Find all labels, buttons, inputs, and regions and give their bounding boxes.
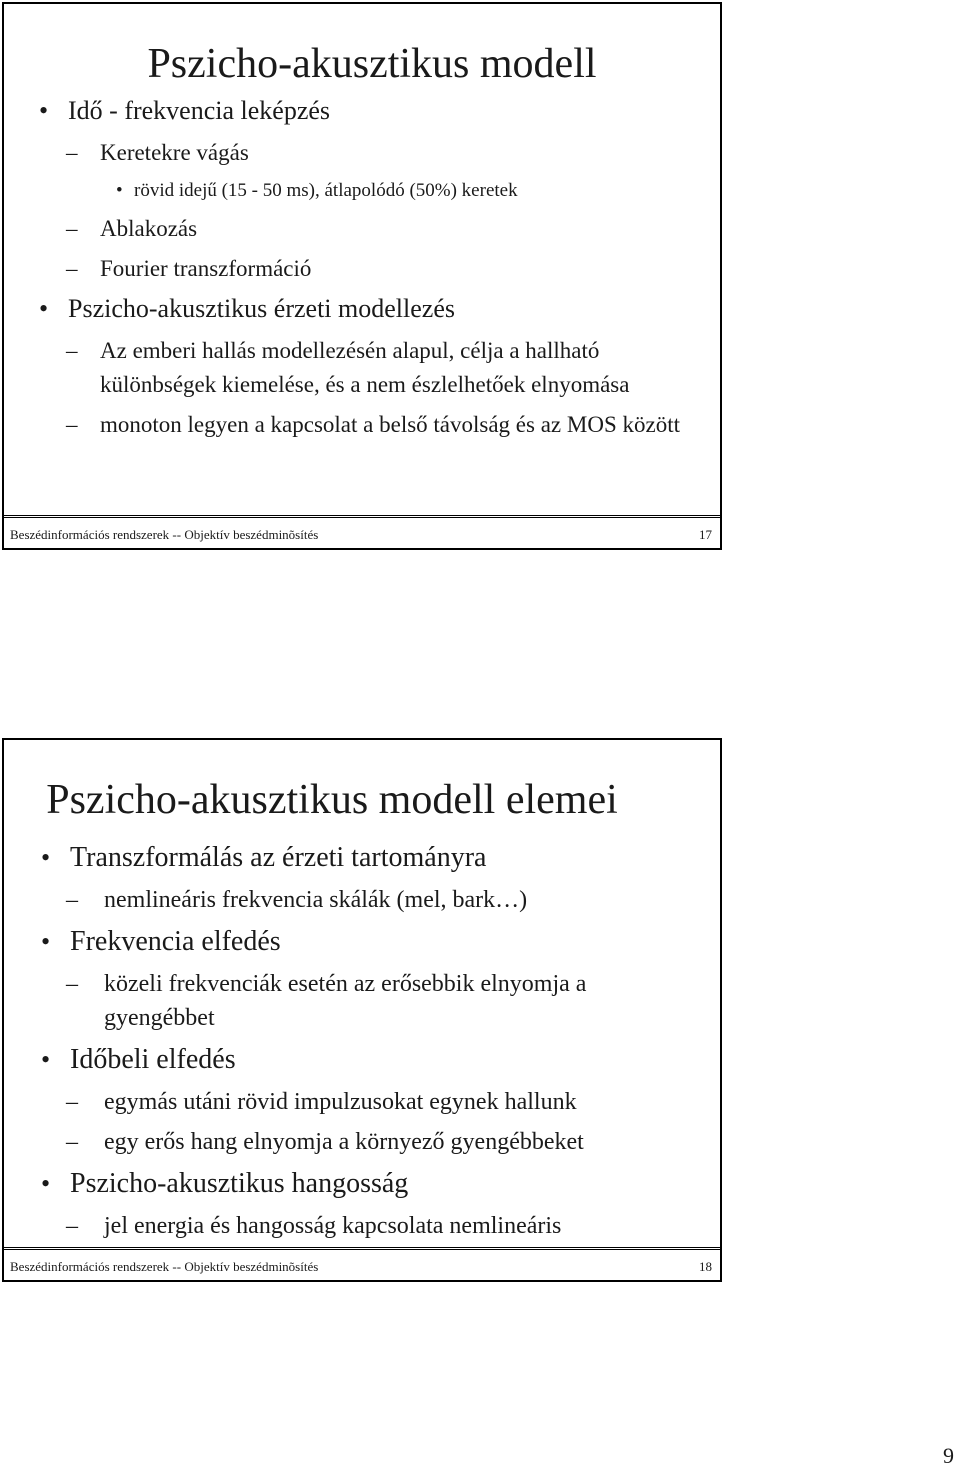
footer-text: Beszédinformációs rendszerek -- Objektív beszédminõsítés (10, 527, 319, 542)
sub-sub-item-text: rövid idejű (15 - 50 ms), átlapolódó (50%) keretek (134, 180, 518, 201)
sub-item (4, 967, 720, 1035)
bullet-item (4, 1165, 720, 1203)
sub-item (4, 212, 720, 246)
bullet-item (4, 94, 720, 128)
bullet-dot-icon: • (41, 1045, 51, 1074)
sub-item (4, 1085, 720, 1119)
sub-item (4, 136, 720, 170)
bullet-item (4, 1041, 720, 1079)
sub-sub-item (4, 176, 720, 206)
bullet-dot-icon: • (41, 843, 51, 872)
dash-icon: – (66, 412, 78, 437)
slide-number: 17 (699, 527, 712, 542)
sub-item-text: Az emberi hallás modellezésén alapul, célja a hallható különbségek kiemelése, és a nem észlelhetőek elnyomása (100, 338, 630, 397)
page-number: 9 (943, 1443, 954, 1468)
bullet-dot-icon: • (116, 180, 123, 201)
dash-icon: – (66, 1129, 78, 1155)
sub-item (4, 252, 720, 286)
sub-item-text: Ablakozás (100, 216, 198, 241)
dash-icon: – (66, 1213, 78, 1239)
sub-item-text: egymás utáni rövid impulzusokat egynek hallunk (104, 1089, 577, 1115)
slide-title: Pszicho-akusztikus modell (147, 41, 597, 87)
sub-item-text: Keretekre vágás (100, 140, 249, 165)
bullet-item (4, 923, 720, 961)
bullet-item (4, 292, 720, 326)
sub-item-text: nemlineáris frekvencia skálák (mel, bark…) (104, 887, 528, 913)
sub-item (4, 1125, 720, 1159)
bullet-text: Időbeli elfedés (70, 1044, 236, 1075)
sub-item (4, 334, 720, 402)
slide-18 (2, 738, 722, 1282)
bullet-text: Frekvencia elfedés (70, 926, 281, 957)
slide-footer (4, 515, 720, 548)
dash-icon: – (66, 140, 78, 165)
slide-title: Pszicho-akusztikus modell elemei (46, 777, 618, 823)
bullet-dot-icon: • (39, 294, 49, 323)
slide-number: 18 (699, 1259, 712, 1274)
bullet-item (4, 839, 720, 877)
sub-item (4, 883, 720, 917)
bullet-text: Transzformálás az érzeti tartományra (70, 842, 487, 873)
sub-item-text: közeli frekvenciák esetén az erősebbik elnyomja a gyengébbet (104, 971, 587, 1031)
dash-icon: – (66, 338, 78, 363)
sub-item-text: jel energia és hangosság kapcsolata nemlineáris (104, 1213, 562, 1239)
sub-item-text: egy erős hang elnyomja a környező gyengébbeket (104, 1129, 584, 1155)
slide-content (4, 94, 720, 448)
dash-icon: – (66, 256, 78, 281)
slide-footer (4, 1247, 720, 1280)
sub-item-text: monoton legyen a kapcsolat a belső távolság és az MOS között (100, 412, 680, 437)
bullet-text: Idő - frekvencia leképzés (68, 96, 331, 125)
dash-icon: – (66, 887, 78, 913)
bullet-dot-icon: • (41, 1169, 51, 1198)
slide-content (4, 839, 720, 1249)
bullet-dot-icon: • (41, 927, 51, 956)
slide-17 (2, 2, 722, 550)
dash-icon: – (66, 216, 78, 241)
sub-item-text: Fourier transzformáció (100, 256, 312, 281)
bullet-text: Pszicho-akusztikus hangosság (70, 1168, 409, 1199)
dash-icon: – (66, 971, 78, 997)
bullet-text: Pszicho-akusztikus érzeti modellezés (68, 294, 455, 323)
footer-text: Beszédinformációs rendszerek -- Objektív beszédminõsítés (10, 1259, 319, 1274)
sub-item (4, 1209, 720, 1243)
bullet-dot-icon: • (39, 96, 49, 125)
sub-item (4, 408, 720, 442)
dash-icon: – (66, 1089, 78, 1115)
